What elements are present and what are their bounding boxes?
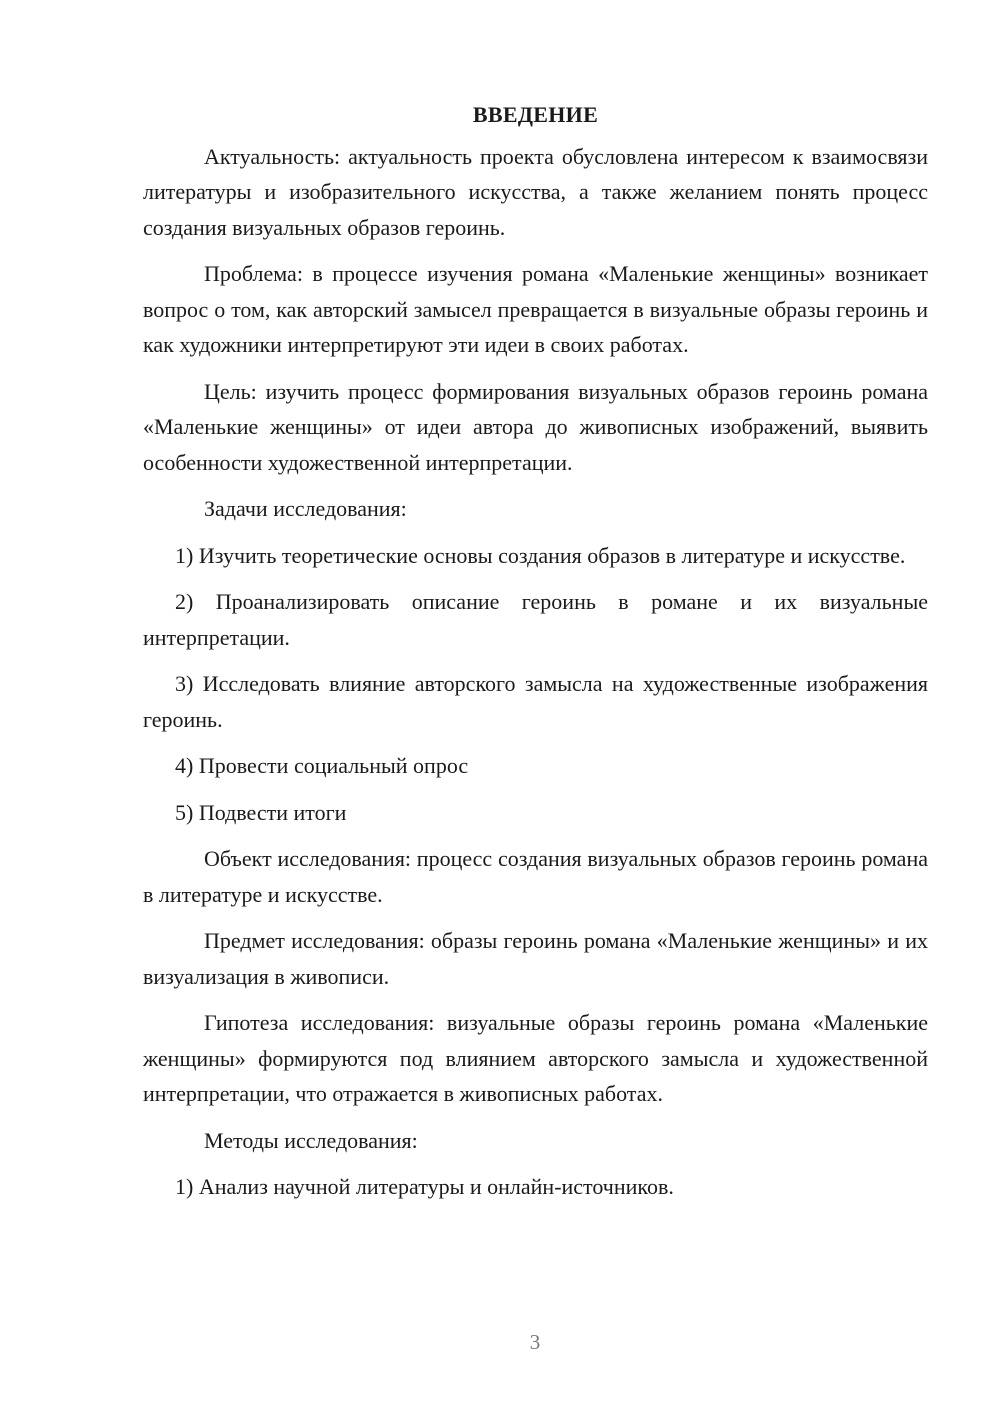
task-item-5: 5) Подвести итоги [175, 799, 347, 825]
paragraph-problem: Проблема: в процессе изучения романа «Маленькие женщины» возникает вопрос о том, как авторский замысел превращается в визуальные образы героинь и как художники интерпретируют эти идеи в своих работах. [143, 261, 928, 357]
paragraph-object: Объект исследования: процесс создания визуальных образов героинь романа в литературе и искусстве. [143, 846, 928, 907]
methods-heading: Методы исследования: [204, 1127, 418, 1153]
section-title: ВВЕДЕНИЕ [472, 102, 599, 127]
paragraph-subject: Предмет исследования: образы героинь романа «Маленькие женщины» и их визуализация в живописи. [143, 928, 928, 989]
task-item-3: 3) Исследовать влияние авторского замысла на художественные изображения героинь. [143, 671, 928, 732]
task-item-2: 2) Проанализировать описание героинь в романе и их визуальные интерпретации. [143, 589, 928, 650]
page-number: 3 [529, 1330, 541, 1354]
paragraph-relevance: Актуальность: актуальность проекта обусловлена интересом к взаимосвязи литературы и изобразительного искусства, а также желанием понять процесс создания визуальных образов героинь. [143, 143, 928, 240]
method-item-1: 1) Анализ научной литературы и онлайн-источников. [175, 1174, 674, 1199]
task-item-4: 4) Провести социальный опрос [175, 753, 469, 778]
paragraph-hypothesis: Гипотеза исследования: визуальные образы героинь романа «Маленькие женщины» формируются под влиянием авторского замысла и художественной интерпретации, что отражается в живописных работах. [143, 1010, 928, 1106]
paragraph-goal: Цель: изучить процесс формирования визуальных образов героинь романа «Маленькие женщины» от идеи автора до живописных изображений, выявить особенности художественной интерпретации. [143, 378, 928, 475]
task-item-1: 1) Изучить теоретические основы создания образов в литературе и искусстве. [175, 542, 906, 568]
document-page [143, 97, 928, 1216]
tasks-heading: Задачи исследования: [204, 496, 407, 521]
